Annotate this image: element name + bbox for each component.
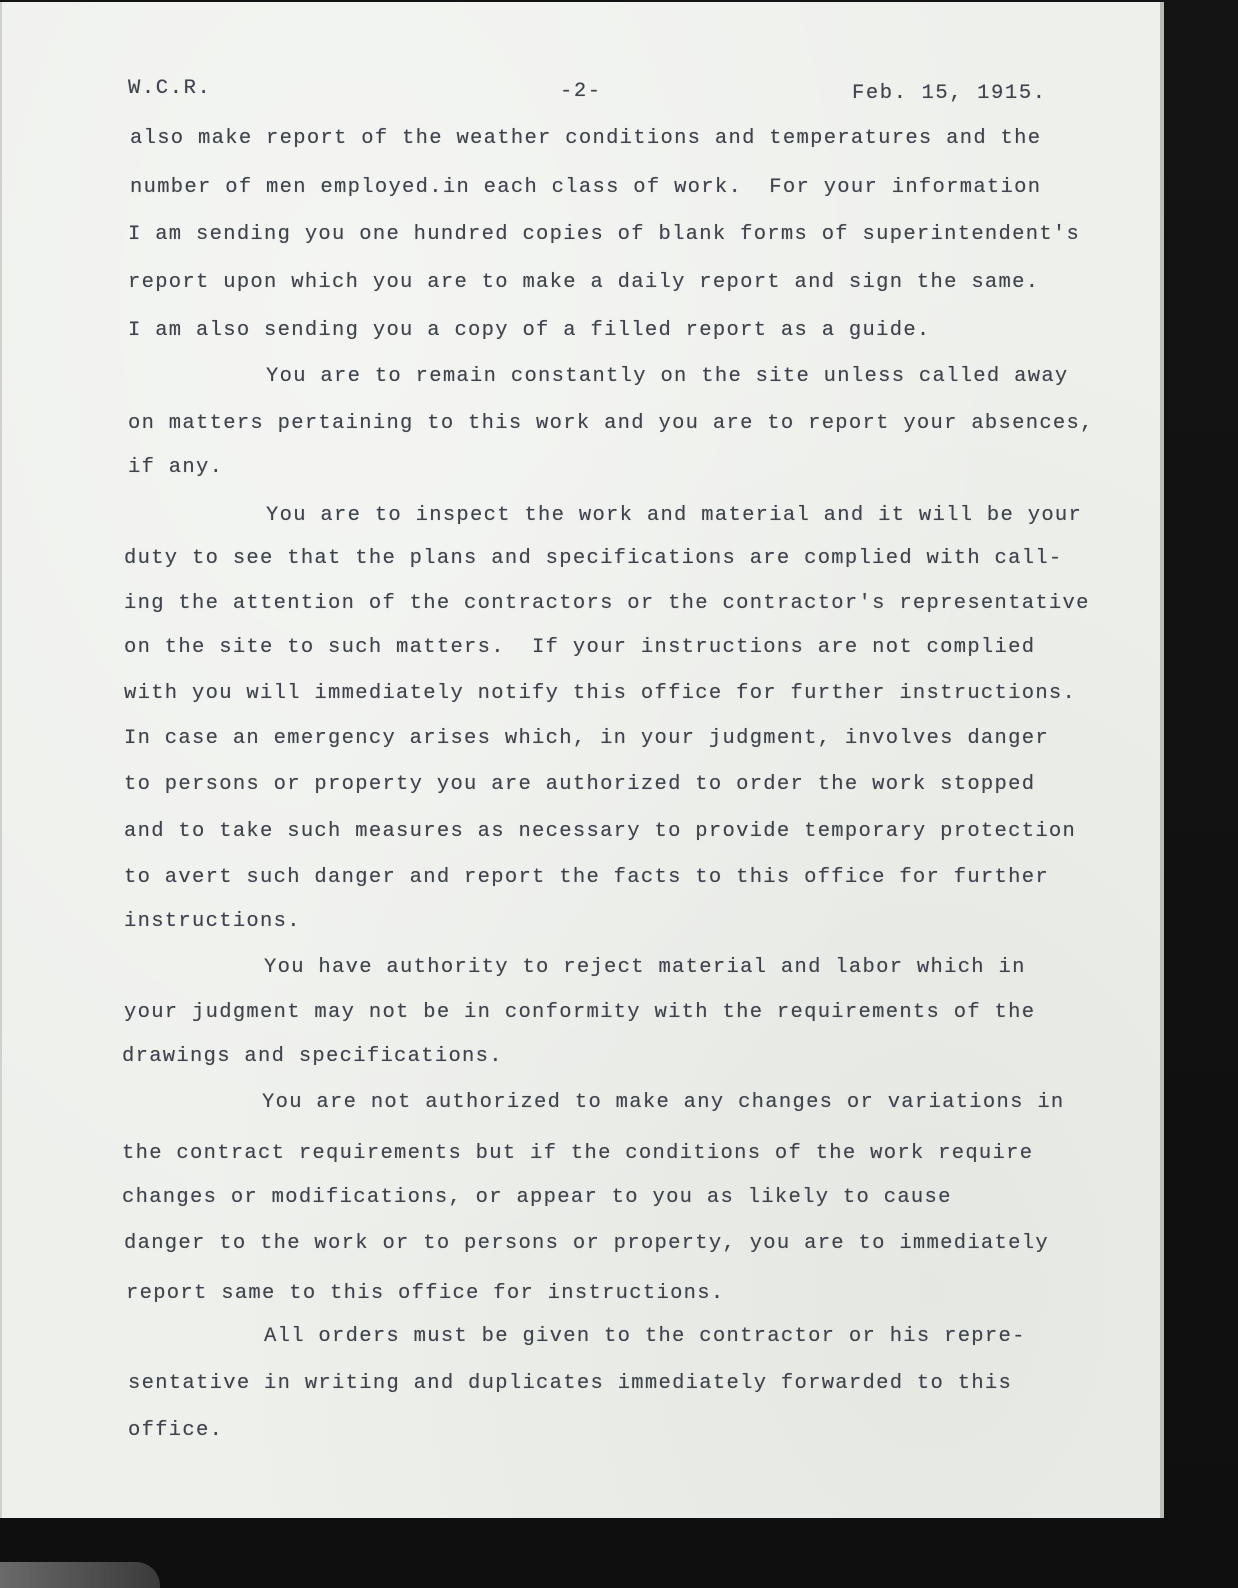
- body-line: instructions.: [124, 910, 301, 933]
- body-line: I am sending you one hundred copies of blank forms of superintendent's: [128, 223, 1081, 246]
- body-line: office.: [128, 1419, 224, 1442]
- body-line: You are to remain constantly on the site unless called away: [266, 365, 1069, 388]
- body-line: changes or modifications, or appear to you as likely to cause: [122, 1186, 952, 1209]
- body-line: I am also sending you a copy of a filled report as a guide.: [128, 319, 931, 342]
- body-line: You are to inspect the work and material and it will be your: [266, 504, 1083, 527]
- body-line: report same to this office for instructions.: [126, 1282, 725, 1305]
- body-line: and to take such measures as necessary to provide temporary protection: [124, 820, 1077, 843]
- body-line: duty to see that the plans and specifications are complied with call-: [124, 547, 1063, 570]
- body-line: to avert such danger and report the facts to this office for further: [124, 866, 1049, 889]
- scanner-corner-shadow: [0, 1562, 160, 1588]
- body-line: number of men employed.in each class of work. For your information: [130, 176, 1042, 199]
- body-line: You are not authorized to make any changes or variations in: [262, 1091, 1065, 1114]
- body-line: your judgment may not be in conformity with the requirements of the: [124, 1001, 1036, 1024]
- body-line: report upon which you are to make a daily report and sign the same.: [128, 271, 1040, 294]
- body-line: to persons or property you are authorized to order the work stopped: [124, 773, 1036, 796]
- page-number: -2-: [560, 80, 602, 103]
- page-edge-shadow: [1160, 2, 1164, 1518]
- body-line: on the site to such matters. If your instructions are not complied: [124, 636, 1036, 659]
- letter-page: [0, 2, 1162, 1518]
- body-line: on matters pertaining to this work and you are to report your absences,: [128, 412, 1094, 435]
- body-line: if any.: [128, 456, 224, 479]
- body-line: also make report of the weather conditions and temperatures and the: [130, 127, 1042, 150]
- body-line: All orders must be given to the contractor or his repre-: [264, 1325, 1026, 1348]
- body-line: drawings and specifications.: [122, 1045, 503, 1068]
- body-line: ing the attention of the contractors or the contractor's representative: [124, 592, 1090, 615]
- header-initials: W.C.R.: [128, 77, 212, 100]
- body-line: with you will immediately notify this office for further instructions.: [124, 682, 1077, 705]
- body-line: In case an emergency arises which, in your judgment, involves danger: [124, 727, 1049, 750]
- body-line: You have authority to reject material and labor which in: [264, 956, 1026, 979]
- body-line: the contract requirements but if the conditions of the work require: [122, 1142, 1034, 1165]
- body-line: sentative in writing and duplicates immediately forwarded to this: [128, 1372, 1013, 1395]
- letter-date: Feb. 15, 1915.: [852, 82, 1047, 105]
- body-line: danger to the work or to persons or property, you are to immediately: [124, 1232, 1049, 1255]
